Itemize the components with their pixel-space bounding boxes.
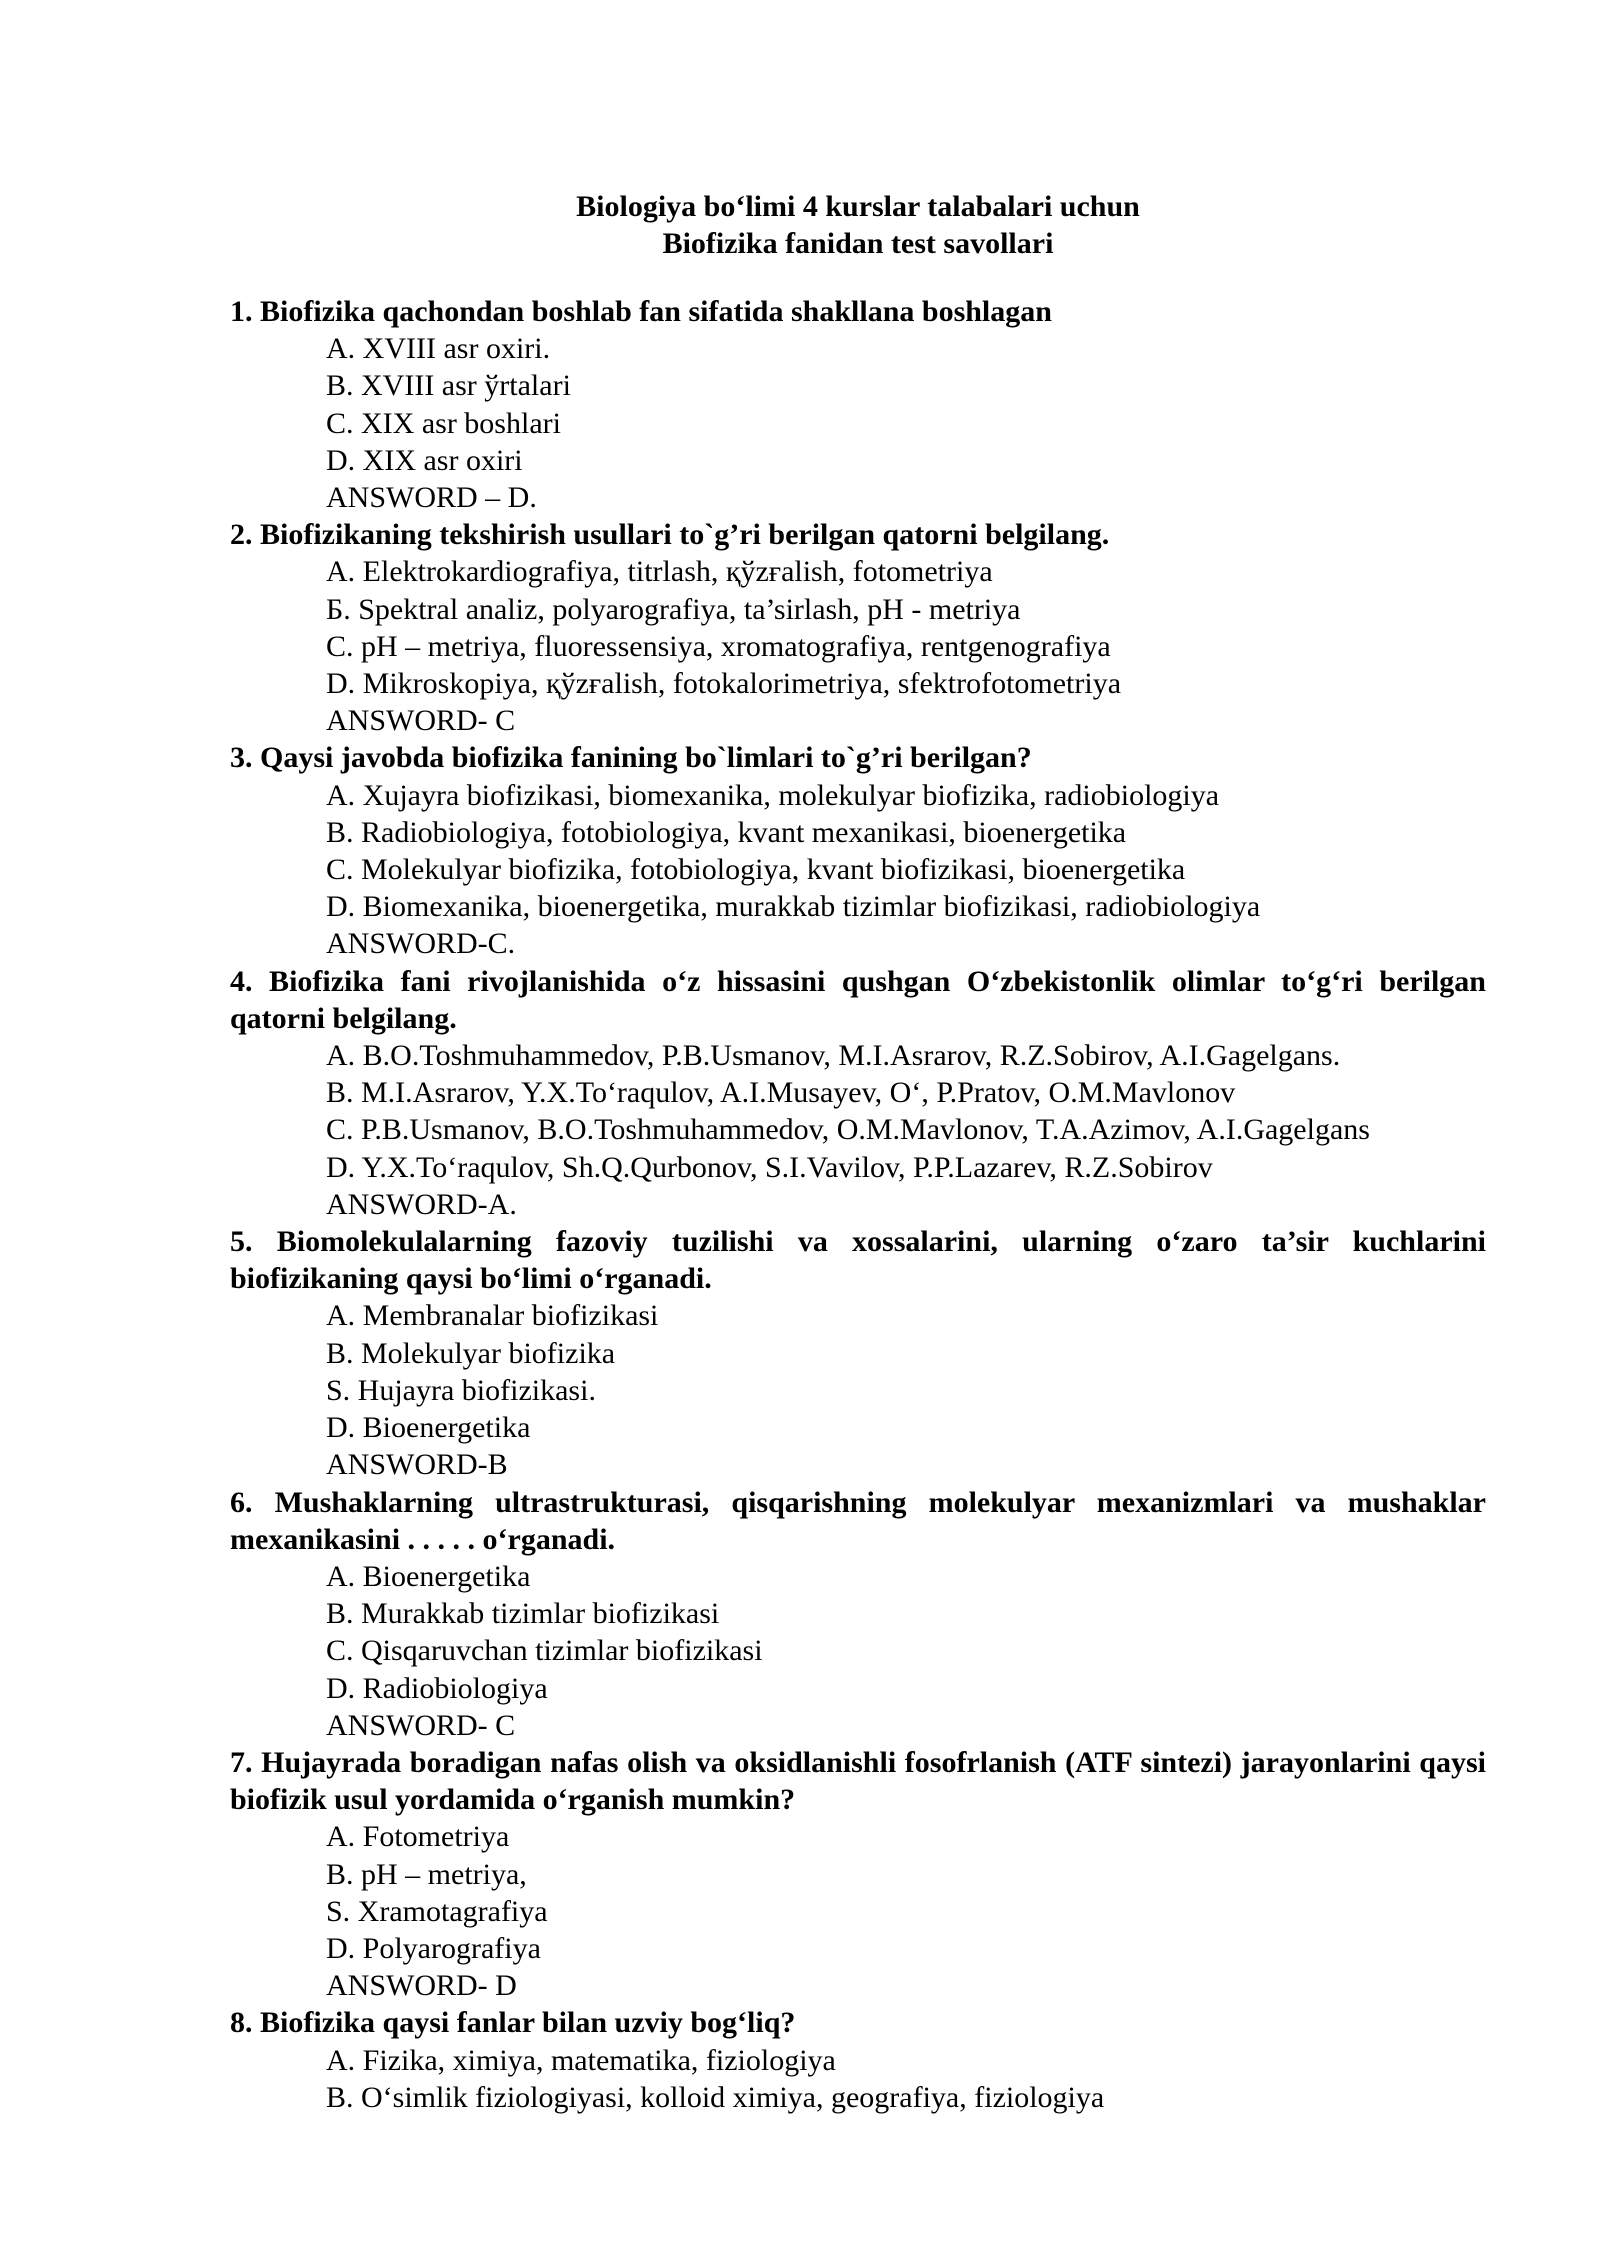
question-item <box>230 293 1486 516</box>
answer-line: ANSWORD-B <box>326 1448 508 1482</box>
option-b: Б. Spektral analiz, polyarografiya, ta’sirlash, pH - metriya <box>326 592 1021 626</box>
question-text: 5. Biomolekulalarning fazoviy tuzilishi va xossalarini, ularning o‘zaro ta’sir kuchlarini biofizikaning qaysi bo‘limi o‘rganadi. <box>230 1225 1486 1296</box>
option-d: D. Mikroskopiya, қўzғalish, fotokalorimetriya, sfektrofotometriya <box>326 667 1122 701</box>
option-c: C. P.B.Usmanov, B.O.Toshmuhammedov, O.M.Mavlonov, T.A.Azimov, A.I.Gagelgans <box>326 1113 1370 1147</box>
option-d: D. Polyarografiya <box>326 1931 541 1965</box>
option-c: S. Xramotagrafiya <box>326 1894 548 1928</box>
question-item <box>230 963 1486 1223</box>
option-b: B. O‘simlik fiziologiyasi, kolloid ximiya, geografiya, fiziologiya <box>326 2080 1105 2114</box>
option-c: C. Molekulyar biofizika, fotobiologiya, kvant biofizikasi, bioenergetika <box>326 853 1186 887</box>
option-b: B. M.I.Asrarov, Y.X.To‘raqulov, A.I.Musayev, O‘, P.Pratov, O.M.Mavlonov <box>326 1076 1236 1110</box>
option-d: D. XIX asr oxiri <box>326 443 523 477</box>
question-text: 4. Biofizika fani rivojlanishida o‘z hissasini qushgan O‘zbekistonlik olimlar to‘g‘ri berilgan qatorni belgilang. <box>230 964 1486 1035</box>
option-a: A. XVIII asr oxiri. <box>326 332 551 366</box>
option-d: D. Radiobiologiya <box>326 1671 548 1705</box>
answer-line: ANSWORD- D <box>326 1969 517 2003</box>
option-a: A. Fotometriya <box>326 1820 510 1854</box>
question-item <box>230 739 1486 962</box>
option-a: A. Xujayra biofizikasi, biomexanika, molekulyar biofizika, radiobiologiya <box>326 778 1220 812</box>
option-b: B. Radiobiologiya, fotobiologiya, kvant mexanikasi, bioenergetika <box>326 815 1127 849</box>
question-item <box>230 1484 1486 1744</box>
title-line-2: Biofizika fanidan test savollari <box>662 227 1054 260</box>
option-d: D. Bioenergetika <box>326 1411 531 1445</box>
title-line-1: Biologiya bo‘limi 4 kurslar talabalari uchun <box>576 190 1140 223</box>
question-item <box>230 1744 1486 2004</box>
question-list <box>230 293 1486 2116</box>
answer-line: ANSWORD- C <box>326 704 516 738</box>
question-text: 1. Biofizika qachondan boshlab fan sifatida shakllana boshlagan <box>230 295 1052 328</box>
option-c: C. Qisqaruvchan tizimlar biofizikasi <box>326 1634 763 1668</box>
option-a: A. Fizika, ximiya, matematika, fiziologiya <box>326 2043 836 2077</box>
question-text: 8. Biofizika qaysi fanlar bilan uzviy bog‘liq? <box>230 2006 796 2040</box>
option-b: B. pH – metriya, <box>326 1857 527 1891</box>
option-b: B. XVIII asr ўrtalari <box>326 369 571 403</box>
answer-line: ANSWORD – D. <box>326 481 537 515</box>
option-a: A. B.O.Toshmuhammedov, P.B.Usmanov, M.I.Asrarov, R.Z.Sobirov, A.I.Gagelgans. <box>326 1039 1341 1073</box>
option-c: S. Hujayra biofizikasi. <box>326 1373 596 1407</box>
question-item <box>230 1223 1486 1483</box>
option-c: C. pH – metriya, fluoressensiya, xromatografiya, rentgenografiya <box>326 629 1111 663</box>
answer-line: ANSWORD-A. <box>326 1187 517 1221</box>
option-a: A. Membranalar biofizikasi <box>326 1299 659 1333</box>
option-c: C. XIX asr boshlari <box>326 406 561 440</box>
option-b: B. Molekulyar biofizika <box>326 1336 616 1370</box>
option-b: B. Murakkab tizimlar biofizikasi <box>326 1597 720 1631</box>
question-item <box>230 2004 1486 2116</box>
option-d: D. Biomexanika, bioenergetika, murakkab tizimlar biofizikasi, radiobiologiya <box>326 890 1261 924</box>
question-text: 3. Qaysi javobda biofizika fanining bo`limlari to`g’ri berilgan? <box>230 741 1032 775</box>
question-text: 6. Mushaklarning ultrastrukturasi, qisqarishning molekulyar mexanizmlari va mushaklar mexanikasini . . . . . o‘rganadi. <box>230 1485 1486 1556</box>
option-a: A. Elektrokardiografiya, titrlash, қўzғalish, fotometriya <box>326 555 993 589</box>
question-text: 7. Hujayrada boradigan nafas olish va oksidlanishli fosofrlanish (ATF sintezi) jarayonlarini qaysi biofizik usul yordamida o‘rganish mumkin? <box>230 1745 1486 1817</box>
option-d: D. Y.X.To‘raqulov, Sh.Q.Qurbonov, S.I.Vavilov, P.P.Lazarev, R.Z.Sobirov <box>326 1150 1213 1184</box>
answer-line: ANSWORD-C. <box>326 927 516 961</box>
question-item <box>230 516 1486 739</box>
option-a: A. Bioenergetika <box>326 1559 531 1593</box>
answer-line: ANSWORD- C <box>326 1708 516 1742</box>
question-text: 2. Biofizikaning tekshirish usullari to`g’ri berilgan qatorni belgilang. <box>230 518 1110 552</box>
document-title <box>0 188 1600 262</box>
